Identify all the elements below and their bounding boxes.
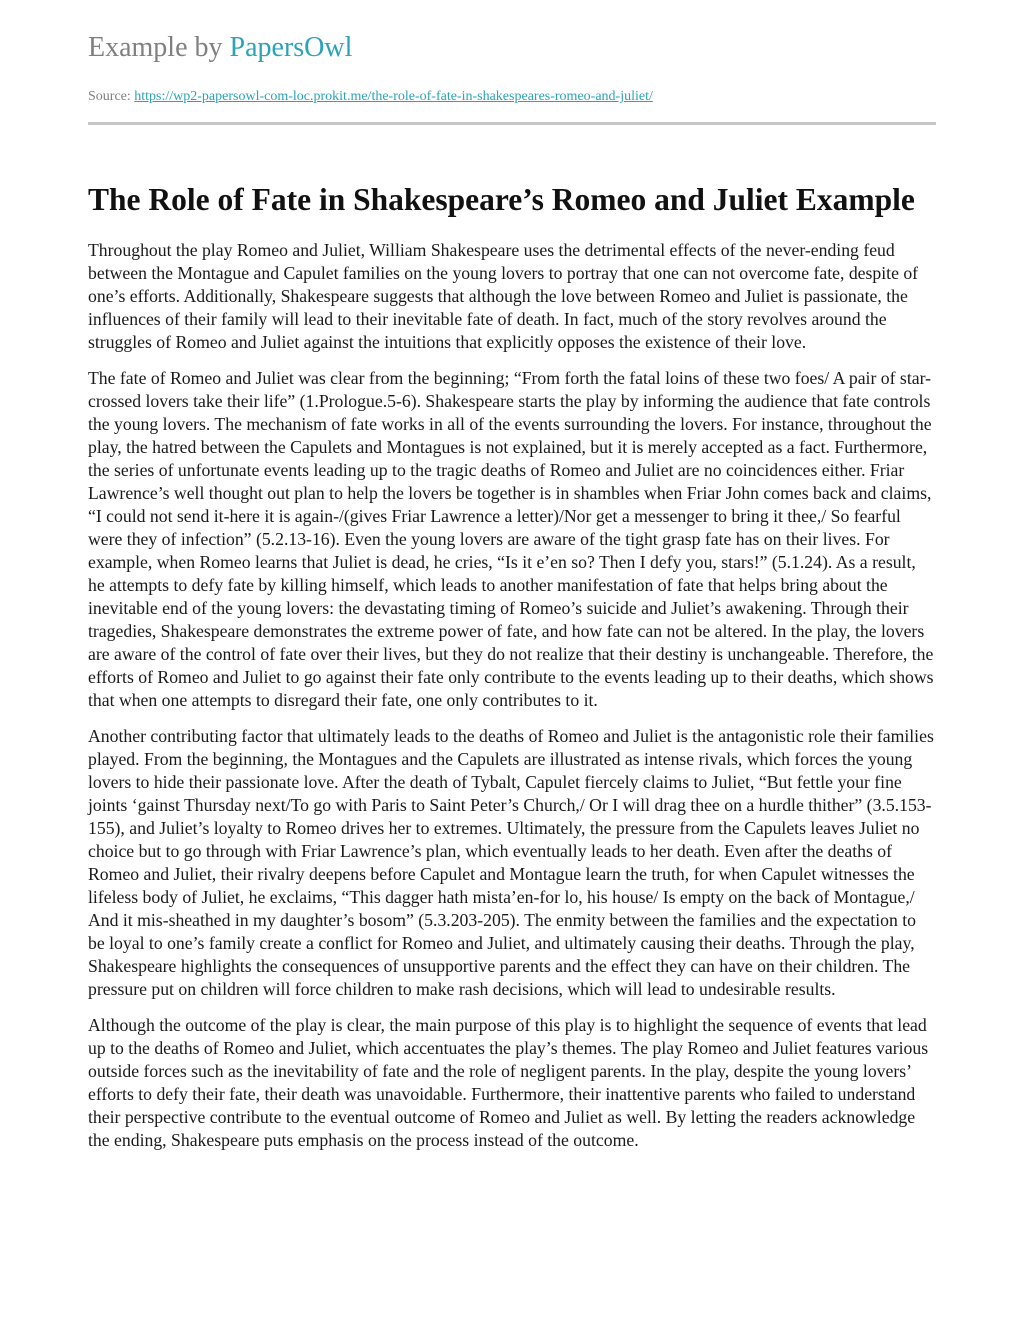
document-body: [88, 239, 936, 1165]
header-divider: [88, 122, 936, 125]
brand-header: [88, 34, 352, 62]
brand-name-link[interactable]: PapersOwl: [229, 32, 353, 63]
brand-prefix: Example by: [88, 32, 230, 63]
document-title: The Role of Fate in Shakespeare’s Romeo and Juliet Example: [88, 182, 915, 217]
paragraph-2: The fate of Romeo and Juliet was clear from the beginning; “From forth the fatal loins of these two foes/ A pair of star-crossed lovers take their life” (1.Prologue.5-6). Shakespeare starts the play by informing the audience that fate controls the young lovers. The mechanism of fate works in all of the events surrounding the lovers. For instance, throughout the play, the hatred between the Capulets and Montagues is not explained, but it is merely accepted as a fact. Furthermore, the series of unfortunate events leading up to the tragic deaths of Romeo and Juliet are no coincidences either. Friar Lawrence’s well thought out plan to help the lovers be together is in shambles when Friar John comes back and claims, “I could not send it-here it is again-/(gives Friar Lawrence a letter)/Nor get a messenger to bring it thee,/ So fearful were they of infection” (5.2.13-16). Even the young lovers are aware of the tight grasp fate has on their lives. For example, when Romeo learns that Juliet is dead, he cries, “Is it e’en so? Then I defy you, stars!” (5.1.24). As a result, he attempts to defy fate by killing himself, which leads to another manifestation of fate that helps bring about the inevitable end of the young lovers: the devastating timing of Romeo’s suicide and Juliet’s awakening. Through their tragedies, Shakespeare demonstrates the extreme power of fate, and how fate can not be altered. In the play, the lovers are aware of the control of fate over their lives, but they do not realize that their destiny is unchangeable. Therefore, the efforts of Romeo and Juliet to go against their fate only contribute to the events leading up to their deaths, which shows that when one attempts to disregard their fate, one only contributes to it.: [88, 368, 934, 710]
paragraph-4: Although the outcome of the play is clear, the main purpose of this play is to highlight the sequence of events that lead up to the deaths of Romeo and Juliet, which accentuates the play’s themes. The play Romeo and Juliet features various outside forces such as the inevitability of fate and the role of negligent parents. In the play, despite the young lovers’ efforts to defy their fate, their death was unavoidable. Furthermore, their inattentive parents who failed to understand their perspective contribute to the eventual outcome of Romeo and Juliet as well. By letting the readers acknowledge the ending, Shakespeare puts emphasis on the process instead of the outcome.: [88, 1015, 929, 1150]
paragraph-3: Another contributing factor that ultimately leads to the deaths of Romeo and Juliet is the antagonistic role their families played. From the beginning, the Montagues and the Capulets are illustrated as intense rivals, which forces the young lovers to hide their passionate love. After the death of Tybalt, Capulet fiercely claims to Juliet, “But fettle your fine joints ‘gainst Thursday next/To go with Paris to Saint Peter’s Church,/ Or I will drag thee on a hurdle thither” (3.5.153-155), and Juliet’s loyalty to Romeo drives her to extremes. Ultimately, the pressure from the Capulets leaves Juliet no choice but to go through with Friar Lawrence’s plan, which eventually leads to her death. Even after the deaths of Romeo and Juliet, their rivalry deepens before Capulet and Montague learn the truth, for when Capulet witnesses the lifeless body of Juliet, he exclaims, “This dagger hath mista’en-for lo, his house/ Is empty on the back of Montague,/ And it mis-sheathed in my daughter’s bosom” (5.3.203-205). The enmity between the families and the expectation to be loyal to one’s family create a conflict for Romeo and Juliet, and ultimately causing their deaths. Through the play, Shakespeare highlights the consequences of unsupportive parents and the effect they can have on their children. The pressure put on children will force children to make rash decisions, which will lead to undesirable results.: [88, 726, 934, 999]
source-label: Source:: [88, 89, 135, 104]
paragraph-1: Throughout the play Romeo and Juliet, William Shakespeare uses the detrimental effects of the never-ending feud between the Montague and Capulet families on the young lovers to portray that one can not overcome fate, despite of one’s efforts. Additionally, Shakespeare suggests that although the love between Romeo and Juliet is passionate, the influences of their family will lead to their inevitable fate of death. In fact, much of the story revolves around the struggles of Romeo and Juliet against the intuitions that explicitly opposes the existence of their love.: [88, 240, 919, 352]
source-link[interactable]: https://wp2-papersowl-com-loc.prokit.me/the-role-of-fate-in-shakespeares-romeo-and-juliet/: [134, 89, 653, 104]
source-line: [88, 89, 653, 105]
